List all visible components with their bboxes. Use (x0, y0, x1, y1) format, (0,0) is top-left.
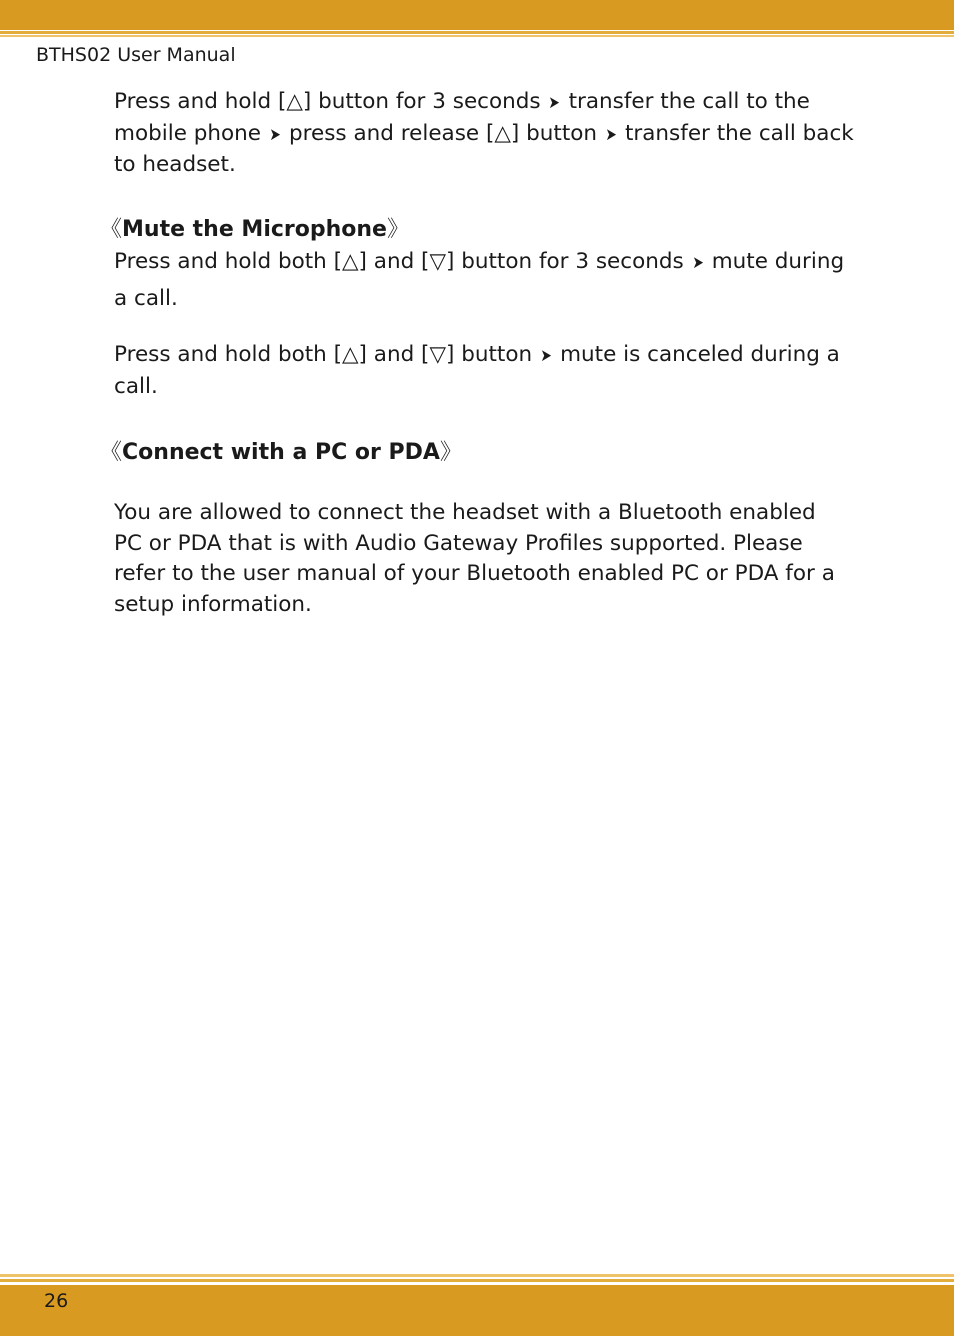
mute-paragraph-1 (114, 244, 864, 316)
mute-step-1: Press and hold both [△] and [▽] button for 3 seconds (114, 249, 684, 274)
mute-heading-text: Mute the Microphone (122, 217, 387, 242)
arrow-right-icon: ➤ (692, 253, 704, 273)
footer-divider (0, 1279, 954, 1282)
footer-band (0, 1285, 954, 1336)
header-divider (0, 31, 954, 34)
arrow-right-icon: ➤ (269, 124, 281, 145)
transfer-paragraph (114, 87, 864, 181)
footer-divider-thin (0, 1274, 954, 1277)
open-bracket: 《 (100, 217, 123, 242)
connect-paragraph: You are allowed to connect the headset with a Bluetooth enabled PC or PDA that is with Audio Gateway Profiles supported. Please refer to the user manual of your Bluetooth enabled PC or PDA for a setup information. (114, 500, 835, 617)
unmute-step-2: mute is canceled during a call. (114, 342, 840, 399)
header-divider-thin (0, 35, 954, 37)
connect-heading-text: Connect with a PC or PDA (122, 440, 440, 465)
close-bracket: 》 (386, 217, 409, 242)
arrow-right-icon: ➤ (548, 93, 561, 113)
transfer-step-1: Press and hold [△] button for 3 seconds (114, 89, 541, 114)
mute-paragraph-2 (114, 340, 864, 402)
connect-heading (100, 435, 462, 466)
mute-step-2: mute during a call. (114, 249, 845, 311)
page-number: 26 (44, 1290, 69, 1312)
transfer-step-3: press and release [△] button (288, 120, 598, 146)
arrow-right-icon: ➤ (540, 346, 552, 366)
unmute-step-1: Press and hold both [△] and [▽] button (114, 342, 533, 367)
transfer-step-4: transfer the call back to headset. (114, 120, 854, 177)
transfer-step-2: transfer the call to the mobile phone (114, 89, 810, 146)
header-band (0, 0, 954, 30)
manual-title: BTHS02 User Manual (36, 44, 236, 66)
mute-heading (100, 212, 409, 243)
close-bracket: 》 (439, 440, 462, 465)
arrow-right-icon: ➤ (605, 124, 617, 145)
open-bracket: 《 (100, 440, 123, 465)
